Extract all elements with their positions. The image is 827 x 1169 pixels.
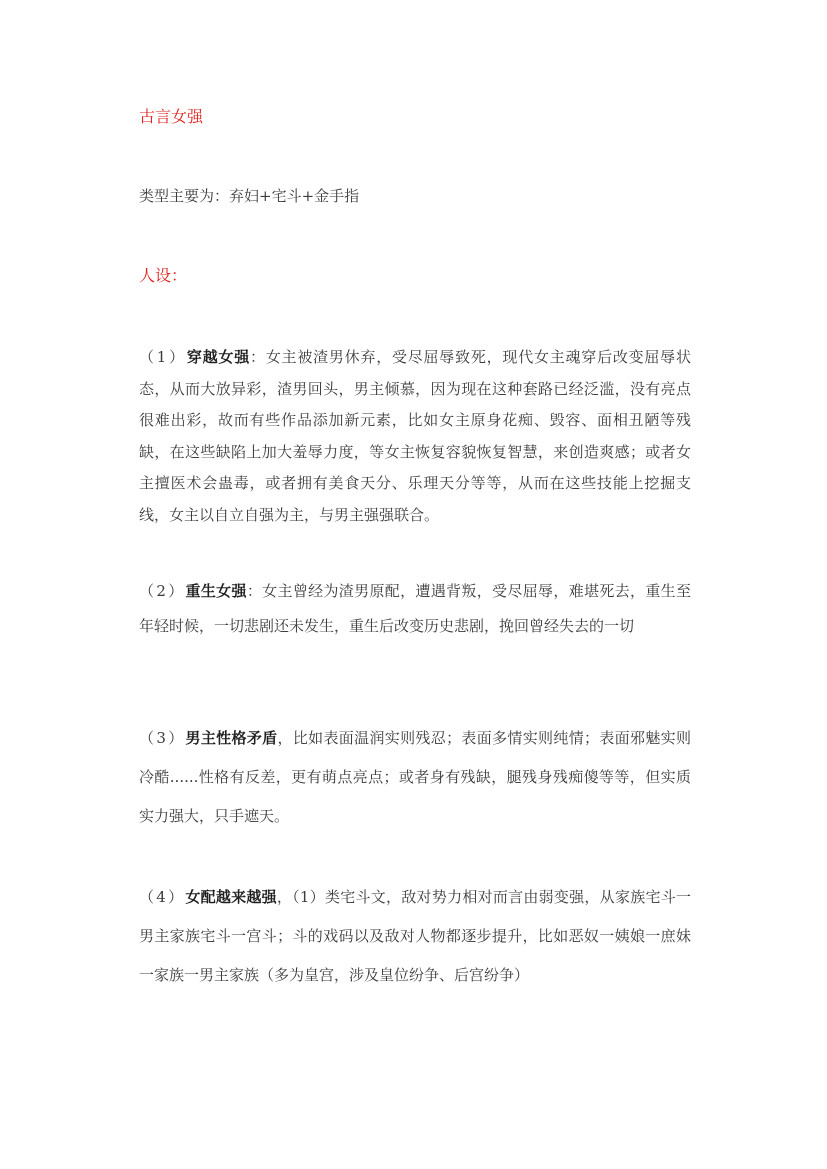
paragraph-text: （1）类宅斗文，敌对势力相对而言由弱变强，从家族宅斗一男主家族宅斗一宫斗；斗的戏码以及敌对人物都逐步提升，比如恶奴一姨娘一庶妹一家族一男主家族（多为皇宫，涉及皇位纷争、后宫纷争） <box>139 888 691 984</box>
paragraph-text: 女主被渣男休弃，受尽屈辱致死，现代女主魂穿后改变屈辱状态，从而大放异彩，渣男回头，男主倾慕，因为现在这种套路已经泛滥，没有亮点很难出彩，故而有些作品添加新元素，比如女主原身花痴、毁容、面相丑陋等残缺，在这些缺陷上加大羞辱力度，等女主恢复容貌恢复智慧，来创造爽感；或者女主擅医术会蛊毒，或者拥有美食天分、乐理天分等等，从而在这些技能上挖掘支线，女主以自立自强为主，与男主强强联合。 <box>139 348 691 524</box>
paragraph-supporting-female-stronger <box>139 878 691 995</box>
paragraph-number: （4） <box>139 888 186 906</box>
paragraph-male-lead-contradiction <box>139 719 691 836</box>
document-title: 古言女强 <box>139 107 204 126</box>
paragraph-number: （1） <box>139 348 187 366</box>
paragraph-term: 女配越来越强 <box>185 888 277 906</box>
paragraph-text: 比如表面温润实则残忍；表面多情实则纯情；表面邪魅实则冷酷......性格有反差，更有萌点亮点；或者身有残缺，腿残身残痴傻等等，但实质实力强大，只手遮天。 <box>139 729 691 825</box>
paragraph-rebirth-heroine <box>139 574 691 644</box>
section-heading-character-setup: 人设： <box>139 266 188 285</box>
paragraph-separator: ： <box>246 582 263 600</box>
paragraph-separator: ： <box>249 348 266 366</box>
paragraph-term: 穿越女强 <box>186 348 250 366</box>
paragraph-separator: ， <box>277 729 293 747</box>
paragraph-number: （2） <box>139 582 186 600</box>
paragraph-separator: ， <box>276 888 293 906</box>
paragraph-text: 女主曾经为渣男原配，遭遇背叛，受尽屈辱，难堪死去，重生至年轻时候，一切悲剧还未发生，重生后改变历史悲剧，挽回曾经失去的一切 <box>139 582 691 635</box>
genre-type-line: 类型主要为：弃妇+宅斗+金手指 <box>139 187 360 205</box>
paragraph-transmigration-heroine <box>139 342 691 531</box>
paragraph-term: 男主性格矛盾 <box>185 729 278 747</box>
paragraph-number: （3） <box>139 729 186 747</box>
paragraph-term: 重生女强 <box>185 582 247 600</box>
